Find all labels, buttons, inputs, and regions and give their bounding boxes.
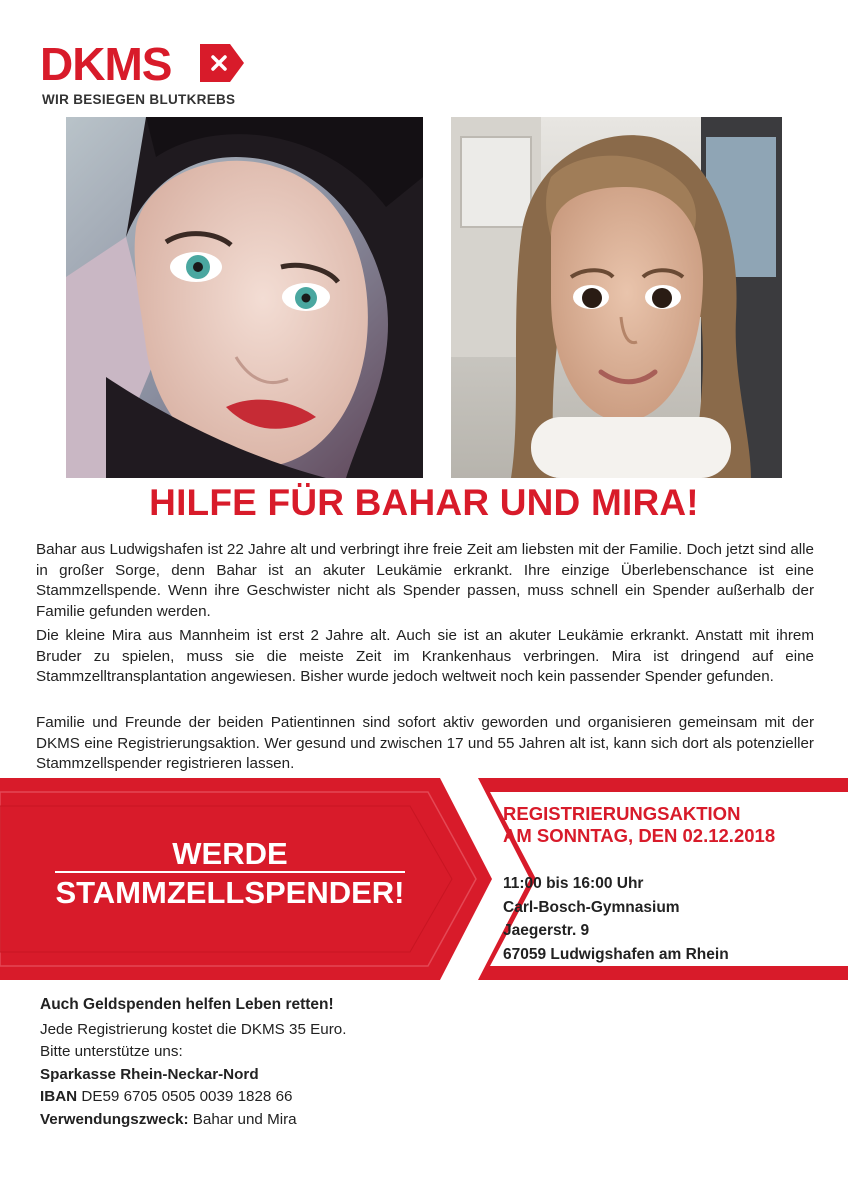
logo-wordmark: DKMS	[40, 38, 172, 90]
event-time: 11:00 bis 16:00 Uhr	[503, 875, 644, 892]
dkms-logo	[40, 40, 260, 110]
paragraph-action: Familie und Freunde der beiden Patientinnen sind sofort aktiv geworden und organisieren gemeinsam mit der DKMS eine Registrierungsaktion. Wer gesund und zwischen 17 und 55 Jahren alt ist, kann sich dort als potenzieller Stammzellspender registrieren lassen.	[36, 714, 814, 772]
event-date: AM SONNTAG, DEN 02.12.2018	[503, 825, 776, 846]
donation-section	[40, 994, 540, 1131]
donation-bank: Sparkasse Rhein-Neckar-Nord	[40, 1065, 259, 1083]
photo-mira	[451, 117, 782, 478]
cta-text	[20, 836, 440, 910]
iban-label: IBAN	[40, 1088, 78, 1105]
logo-tagline: WIR BESIEGEN BLUTKREBS	[42, 92, 236, 107]
event-street: Jaegerstr. 9	[503, 922, 590, 939]
headline: HILFE FÜR BAHAR UND MIRA!	[149, 482, 699, 523]
event-title	[503, 803, 833, 847]
cta-line-2: STAMMZELLSPENDER!	[55, 871, 404, 910]
photo-bahar	[66, 117, 423, 478]
logo-arrow-icon	[200, 44, 244, 82]
event-venue: Carl-Bosch-Gymnasium	[503, 898, 680, 916]
donation-iban-row	[40, 1086, 540, 1109]
donation-purpose-row	[40, 1109, 540, 1132]
purpose-label: Verwendungszweck:	[40, 1110, 189, 1128]
donation-request: Bitte unterstütze uns:	[40, 1043, 183, 1060]
event-details	[503, 872, 823, 966]
event-city: 67059 Ludwigshafen am Rhein	[503, 945, 729, 963]
cta-line-1: WERDE	[172, 836, 288, 871]
purpose-value: Bahar und Mira	[192, 1110, 297, 1128]
event-title-line-1: REGISTRIERUNGSAKTION	[503, 803, 741, 824]
paragraph-mira: Die kleine Mira aus Mannheim ist erst 2 Jahre alt. Auch sie ist an akuter Leukämie erkrankt. Anstatt mit ihrem Bruder zu spielen, muss sie die meiste Zeit im Krankenhaus verbringen. Mira ist dringend auf eine Stammzelltransplantation angewiesen. Bisher wurde jedoch weltweit noch kein passender Spender gefunden.	[36, 627, 814, 685]
donation-title: Auch Geldspenden helfen Leben retten!	[40, 996, 334, 1013]
donation-cost: Jede Registrierung kostet die DKMS 35 Euro.	[40, 1020, 347, 1038]
paragraph-bahar: Bahar aus Ludwigshafen ist 22 Jahre alt und verbringt ihre freie Zeit am liebsten mit der Familie. Doch jetzt sind alle in großer Sorge, denn Bahar ist an akuter Leukämie erkrankt. Ihre einzige Überlebenschance ist eine Stammzellspende. Wenn ihre Geschwister nicht als Spender passen, muss schnell ein Spender außerhalb der Familie gefunden werden.	[36, 541, 814, 620]
iban-value: DE59 6705 0505 0039 1828 66	[81, 1088, 293, 1105]
